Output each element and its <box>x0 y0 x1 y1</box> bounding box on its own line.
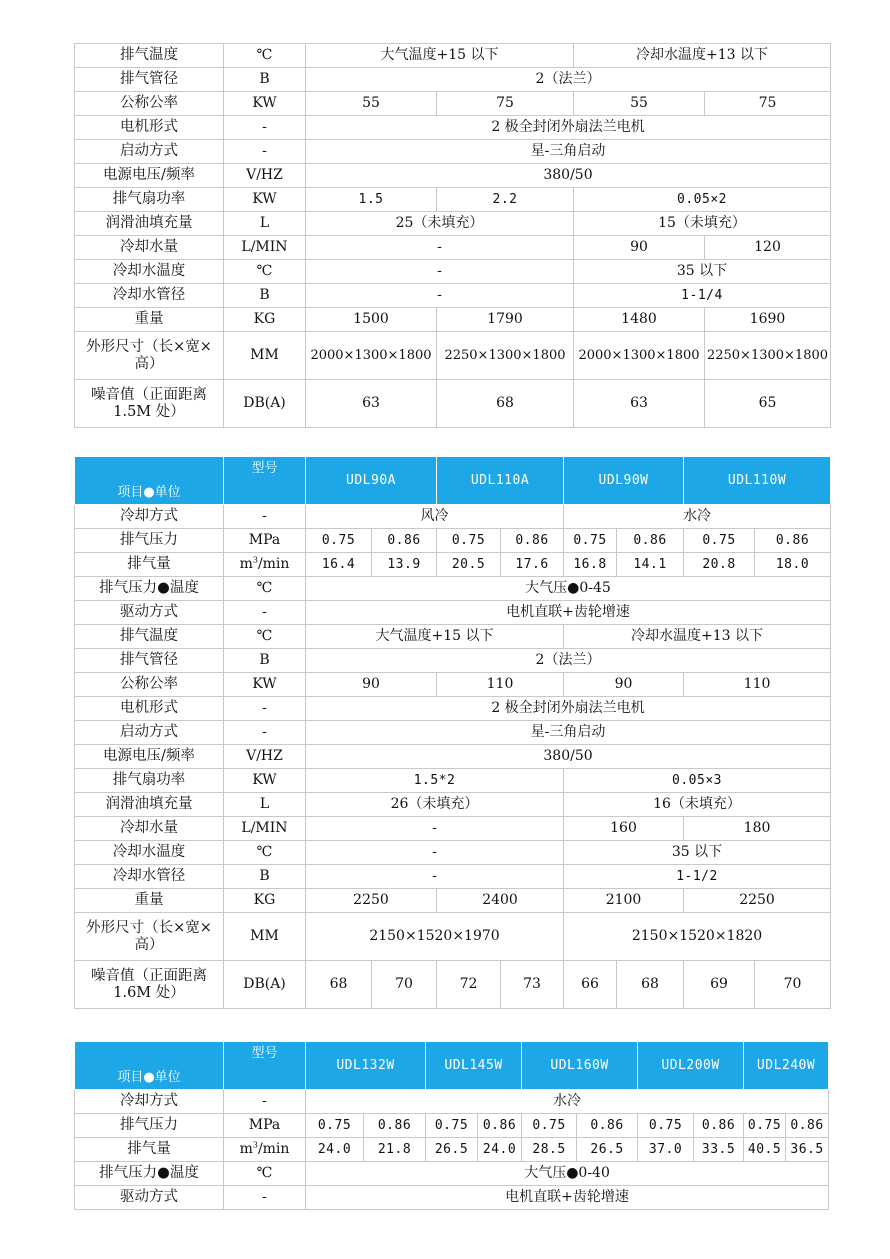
row-label: 驱动方式 <box>75 601 224 625</box>
header-model-label: 型号 <box>224 457 306 481</box>
value-cell: 1790 <box>437 308 574 332</box>
value-cell: 0.05×3 <box>564 769 831 793</box>
row-unit: - <box>224 721 306 745</box>
value-cell: - <box>306 236 574 260</box>
row-label: 排气扇功率 <box>75 769 224 793</box>
value-cell: 0.75 <box>437 529 501 553</box>
value-cell: 0.86 <box>372 529 437 553</box>
value-cell: 0.86 <box>694 1114 744 1138</box>
value-cell: 1.5*2 <box>306 769 564 793</box>
value-cell: 1690 <box>705 308 831 332</box>
model-header: UDL90W <box>564 457 684 505</box>
row-label: 噪音值（正面距离1.5M 处） <box>75 380 224 428</box>
value-cell: - <box>306 284 574 308</box>
value-cell: 0.75 <box>638 1114 694 1138</box>
row-unit: - <box>224 1186 306 1210</box>
value-cell: 2150×1520×1970 <box>306 913 564 961</box>
value-cell: 2.2 <box>437 188 574 212</box>
model-header: UDL110W <box>684 457 831 505</box>
table-row <box>75 745 831 769</box>
row-unit: L/MIN <box>224 817 306 841</box>
row-label: 排气温度 <box>75 625 224 649</box>
table-row <box>75 961 831 1009</box>
header-row <box>75 1042 829 1066</box>
value-cell: 水冷 <box>564 505 831 529</box>
table-row <box>75 769 831 793</box>
row-label: 冷却水温度 <box>75 260 224 284</box>
table-row <box>75 721 831 745</box>
row-label: 排气压力 <box>75 529 224 553</box>
value-cell: 380/50 <box>306 745 831 769</box>
value-cell: 0.86 <box>617 529 684 553</box>
value-cell: 大气压●0-45 <box>306 577 831 601</box>
value-cell: 24.0 <box>306 1138 364 1162</box>
value-cell: 69 <box>684 961 755 1009</box>
value-cell: 2250 <box>306 889 437 913</box>
row-unit: DB(A) <box>224 961 306 1009</box>
value-cell: 26.5 <box>426 1138 478 1162</box>
value-cell: 0.05×2 <box>574 188 831 212</box>
table-row <box>75 236 831 260</box>
row-unit: V/HZ <box>224 164 306 188</box>
table-row <box>75 865 831 889</box>
table-row <box>75 1090 829 1114</box>
value-cell: 33.5 <box>694 1138 744 1162</box>
value-cell: 1-1/2 <box>564 865 831 889</box>
table-row <box>75 649 831 673</box>
row-unit: MPa <box>224 529 306 553</box>
table-row <box>75 68 831 92</box>
value-cell: 2250×1300×1800 <box>705 332 831 380</box>
row-label: 电源电压/频率 <box>75 745 224 769</box>
value-cell: 90 <box>564 673 684 697</box>
row-label: 冷却水量 <box>75 236 224 260</box>
value-cell: 1.5 <box>306 188 437 212</box>
value-cell: 55 <box>306 92 437 116</box>
value-cell: 70 <box>755 961 831 1009</box>
value-cell: 1500 <box>306 308 437 332</box>
row-label: 冷却水管径 <box>75 865 224 889</box>
value-cell: 13.9 <box>372 553 437 577</box>
row-label: 排气管径 <box>75 68 224 92</box>
model-header: UDL145W <box>426 1042 522 1090</box>
header-model-label: 型号 <box>224 1042 306 1066</box>
row-label: 排气扇功率 <box>75 188 224 212</box>
row-label: 公称公率 <box>75 92 224 116</box>
row-label: 排气管径 <box>75 649 224 673</box>
row-unit: - <box>224 140 306 164</box>
row-label: 冷却方式 <box>75 505 224 529</box>
value-cell: 2000×1300×1800 <box>574 332 705 380</box>
value-cell: 0.75 <box>522 1114 577 1138</box>
value-cell: 0.86 <box>786 1114 829 1138</box>
header-item-unit-label: 项目●单位 <box>75 1066 224 1090</box>
value-cell: 17.6 <box>501 553 564 577</box>
row-unit: B <box>224 649 306 673</box>
table-row <box>75 1162 829 1186</box>
table-row <box>75 529 831 553</box>
table-row <box>75 92 831 116</box>
value-cell: 63 <box>306 380 437 428</box>
row-label: 外形尺寸（长×宽×高） <box>75 913 224 961</box>
table-row <box>75 332 831 380</box>
value-cell: 21.8 <box>364 1138 426 1162</box>
value-cell: 0.75 <box>744 1114 786 1138</box>
value-cell: 风冷 <box>306 505 564 529</box>
value-cell: 0.86 <box>364 1114 426 1138</box>
value-cell: 0.86 <box>478 1114 522 1138</box>
row-unit: ℃ <box>224 625 306 649</box>
value-cell: 0.75 <box>564 529 617 553</box>
row-unit: $m^3/\min$ <box>224 1138 306 1162</box>
value-cell: 14.1 <box>617 553 684 577</box>
row-unit: L/MIN <box>224 236 306 260</box>
value-cell: - <box>306 260 574 284</box>
row-label: 排气量 <box>75 553 224 577</box>
table-row <box>75 1186 829 1210</box>
value-cell: 66 <box>564 961 617 1009</box>
value-cell: 0.75 <box>426 1114 478 1138</box>
value-cell: 1480 <box>574 308 705 332</box>
header-item-unit-label: 项目●单位 <box>75 481 224 505</box>
row-unit: MM <box>224 913 306 961</box>
row-label: 重量 <box>75 889 224 913</box>
value-cell: 37.0 <box>638 1138 694 1162</box>
row-label: 冷却水量 <box>75 817 224 841</box>
table-row <box>75 673 831 697</box>
row-unit: KW <box>224 769 306 793</box>
value-cell: 2000×1300×1800 <box>306 332 437 380</box>
value-cell: 26（未填充） <box>306 793 564 817</box>
table-row <box>75 308 831 332</box>
row-unit: DB(A) <box>224 380 306 428</box>
row-label: 驱动方式 <box>75 1186 224 1210</box>
value-cell: 水冷 <box>306 1090 829 1114</box>
header-blank <box>224 1066 306 1090</box>
value-cell: 28.5 <box>522 1138 577 1162</box>
value-cell: 20.5 <box>437 553 501 577</box>
row-label: 排气量 <box>75 1138 224 1162</box>
model-header: UDL240W <box>744 1042 829 1090</box>
value-cell: 18.0 <box>755 553 831 577</box>
table-row <box>75 505 831 529</box>
value-cell: 大气压●0-40 <box>306 1162 829 1186</box>
row-unit: - <box>224 601 306 625</box>
row-unit: - <box>224 1090 306 1114</box>
row-unit: L <box>224 212 306 236</box>
row-unit: KW <box>224 188 306 212</box>
value-cell: 55 <box>574 92 705 116</box>
value-cell: 16（未填充） <box>564 793 831 817</box>
row-unit: $m^3/\min$ <box>224 553 306 577</box>
table-row <box>75 625 831 649</box>
row-label: 启动方式 <box>75 140 224 164</box>
value-cell: 16.4 <box>306 553 372 577</box>
value-cell: 24.0 <box>478 1138 522 1162</box>
row-unit: L <box>224 793 306 817</box>
row-unit: MM <box>224 332 306 380</box>
table-row <box>75 212 831 236</box>
model-header: UDL110A <box>437 457 564 505</box>
row-label: 重量 <box>75 308 224 332</box>
value-cell: 72 <box>437 961 501 1009</box>
value-cell: 星-三角启动 <box>306 140 831 164</box>
row-unit: KG <box>224 889 306 913</box>
value-cell: 2250 <box>684 889 831 913</box>
table-row <box>75 553 831 577</box>
row-unit: B <box>224 865 306 889</box>
value-cell: 160 <box>564 817 684 841</box>
value-cell: 星-三角启动 <box>306 721 831 745</box>
row-label: 排气压力●温度 <box>75 577 224 601</box>
model-header: UDL160W <box>522 1042 638 1090</box>
value-cell: 冷却水温度+13 以下 <box>564 625 831 649</box>
header-blank <box>75 457 224 481</box>
row-label: 电机形式 <box>75 697 224 721</box>
table-row <box>75 913 831 961</box>
row-unit: - <box>224 505 306 529</box>
row-unit: - <box>224 116 306 140</box>
row-unit: B <box>224 284 306 308</box>
value-cell: 110 <box>437 673 564 697</box>
row-label: 公称公率 <box>75 673 224 697</box>
table-row <box>75 577 831 601</box>
table-row <box>75 793 831 817</box>
row-label: 冷却水温度 <box>75 841 224 865</box>
value-cell: 电机直联+齿轮增速 <box>306 601 831 625</box>
row-unit: KG <box>224 308 306 332</box>
table-row <box>75 188 831 212</box>
value-cell: 26.5 <box>577 1138 638 1162</box>
row-unit: ℃ <box>224 260 306 284</box>
value-cell: 73 <box>501 961 564 1009</box>
value-cell: 大气温度+15 以下 <box>306 625 564 649</box>
value-cell: 110 <box>684 673 831 697</box>
value-cell: 25（未填充） <box>306 212 574 236</box>
table-row <box>75 260 831 284</box>
value-cell: 冷却水温度+13 以下 <box>574 44 831 68</box>
row-label: 排气压力●温度 <box>75 1162 224 1186</box>
row-unit: B <box>224 68 306 92</box>
value-cell: - <box>306 817 564 841</box>
value-cell: 电机直联+齿轮增速 <box>306 1186 829 1210</box>
table-row <box>75 1138 829 1162</box>
table-row <box>75 1114 829 1138</box>
value-cell: 120 <box>705 236 831 260</box>
row-label: 外形尺寸（长×宽×高） <box>75 332 224 380</box>
row-label: 润滑油填充量 <box>75 793 224 817</box>
table-row <box>75 380 831 428</box>
table-row <box>75 889 831 913</box>
header-row <box>75 457 831 481</box>
value-cell: 2 极全封闭外扇法兰电机 <box>306 116 831 140</box>
row-label: 启动方式 <box>75 721 224 745</box>
row-label: 噪音值（正面距离1.6M 处） <box>75 961 224 1009</box>
value-cell: 2150×1520×1820 <box>564 913 831 961</box>
table-row <box>75 817 831 841</box>
value-cell: 0.86 <box>755 529 831 553</box>
value-cell: 75 <box>705 92 831 116</box>
row-label: 排气压力 <box>75 1114 224 1138</box>
value-cell: 75 <box>437 92 574 116</box>
row-unit: KW <box>224 673 306 697</box>
value-cell: 0.86 <box>501 529 564 553</box>
table-row <box>75 284 831 308</box>
model-header: UDL132W <box>306 1042 426 1090</box>
value-cell: 15（未填充） <box>574 212 831 236</box>
row-unit: ℃ <box>224 44 306 68</box>
spec-table-2 <box>74 456 831 1009</box>
row-label: 电机形式 <box>75 116 224 140</box>
value-cell: 90 <box>306 673 437 697</box>
value-cell: 0.75 <box>306 1114 364 1138</box>
value-cell: 40.5 <box>744 1138 786 1162</box>
value-cell: 2400 <box>437 889 564 913</box>
row-label: 电源电压/频率 <box>75 164 224 188</box>
spec-table-1 <box>74 43 831 428</box>
value-cell: 68 <box>437 380 574 428</box>
row-label: 冷却方式 <box>75 1090 224 1114</box>
value-cell: 0.86 <box>577 1114 638 1138</box>
row-unit: ℃ <box>224 841 306 865</box>
table-row <box>75 44 831 68</box>
value-cell: 90 <box>574 236 705 260</box>
model-header: UDL90A <box>306 457 437 505</box>
row-label: 润滑油填充量 <box>75 212 224 236</box>
value-cell: - <box>306 865 564 889</box>
value-cell: - <box>306 841 564 865</box>
table-row <box>75 140 831 164</box>
value-cell: 36.5 <box>786 1138 829 1162</box>
row-unit: ℃ <box>224 577 306 601</box>
value-cell: 380/50 <box>306 164 831 188</box>
value-cell: 35 以下 <box>564 841 831 865</box>
value-cell: 2250×1300×1800 <box>437 332 574 380</box>
value-cell: 大气温度+15 以下 <box>306 44 574 68</box>
table-row <box>75 116 831 140</box>
table-row <box>75 841 831 865</box>
value-cell: 180 <box>684 817 831 841</box>
table-row <box>75 697 831 721</box>
value-cell: 2（法兰） <box>306 68 831 92</box>
row-unit: - <box>224 697 306 721</box>
row-unit: MPa <box>224 1114 306 1138</box>
row-unit: KW <box>224 92 306 116</box>
row-unit: ℃ <box>224 1162 306 1186</box>
table-row <box>75 164 831 188</box>
table-row <box>75 601 831 625</box>
value-cell: 0.75 <box>684 529 755 553</box>
value-cell: 2100 <box>564 889 684 913</box>
header-blank <box>224 481 306 505</box>
value-cell: 68 <box>617 961 684 1009</box>
value-cell: 20.8 <box>684 553 755 577</box>
value-cell: 2 极全封闭外扇法兰电机 <box>306 697 831 721</box>
value-cell: 0.75 <box>306 529 372 553</box>
row-label: 排气温度 <box>75 44 224 68</box>
spec-table-3 <box>74 1041 829 1210</box>
value-cell: 2（法兰） <box>306 649 831 673</box>
value-cell: 70 <box>372 961 437 1009</box>
value-cell: 35 以下 <box>574 260 831 284</box>
value-cell: 16.8 <box>564 553 617 577</box>
header-blank <box>75 1042 224 1066</box>
value-cell: 63 <box>574 380 705 428</box>
value-cell: 1-1/4 <box>574 284 831 308</box>
row-label: 冷却水管径 <box>75 284 224 308</box>
value-cell: 68 <box>306 961 372 1009</box>
model-header: UDL200W <box>638 1042 744 1090</box>
value-cell: 65 <box>705 380 831 428</box>
row-unit: V/HZ <box>224 745 306 769</box>
